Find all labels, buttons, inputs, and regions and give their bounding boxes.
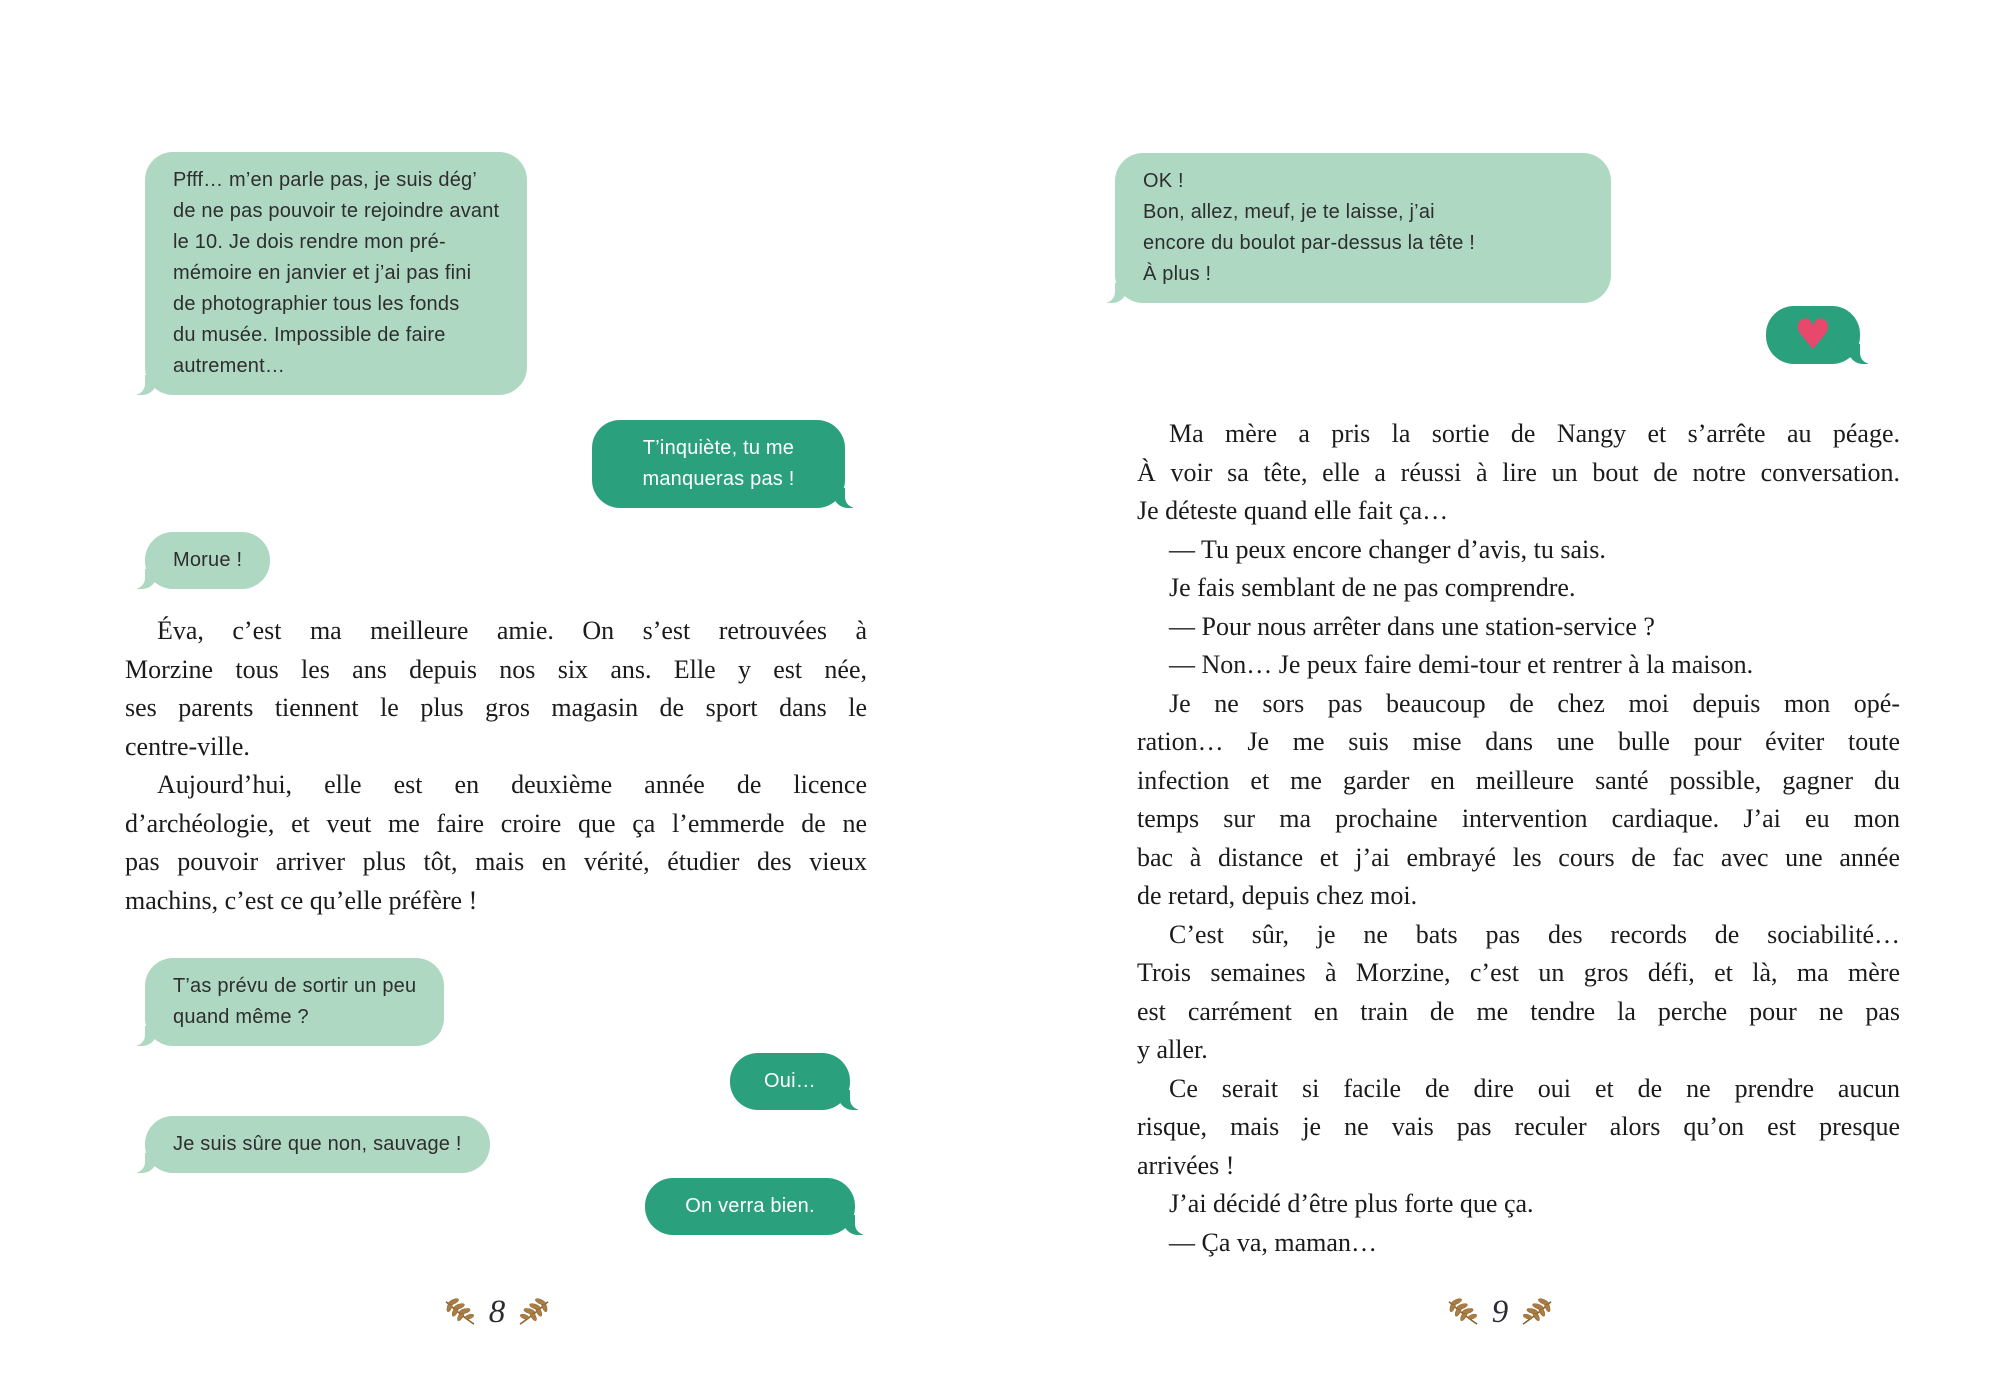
chat-line: du musée. Impossible de faire	[173, 324, 446, 346]
chat-line: T’as prévu de sortir un peu	[173, 975, 417, 997]
prose-paragraph	[1137, 608, 1900, 647]
prose-paragraph	[1137, 1070, 1900, 1186]
prose-line: J’ai décidé d’être plus forte que ça.	[1169, 1189, 1534, 1218]
prose-paragraph	[1137, 569, 1900, 608]
chat-line: quand même ?	[173, 1006, 309, 1028]
prose-line: Je ne sors pas beaucoup de chez moi depuis mon opé-	[1169, 688, 1900, 718]
chat-line: le 10. Je dois rendre mon pré-	[173, 231, 446, 253]
chat-bubble-received	[1115, 153, 1611, 303]
page-footer	[322, 1292, 672, 1332]
chat-bubble-sent	[645, 1178, 855, 1235]
prose-line: centre-ville.	[125, 731, 250, 761]
chat-line: de ne pas pouvoir te rejoindre avant	[173, 200, 500, 222]
heart-icon: ♥	[1794, 310, 1832, 359]
chat-line: autrement…	[173, 355, 286, 377]
prose-line: Aujourd’hui, elle est en deuxième année de licence	[157, 770, 867, 799]
chat-line: Pfff… m’en parle pas, je suis dég’	[173, 169, 477, 191]
prose-line: arrivées !	[1137, 1150, 1235, 1180]
chat-line: encore du boulot par-dessus la tête !	[1143, 232, 1476, 254]
chat-line: Oui…	[764, 1070, 816, 1092]
prose-paragraph	[1137, 415, 1900, 531]
page-footer	[1325, 1292, 1675, 1332]
prose-paragraph	[1137, 685, 1900, 916]
laurel-sprig-icon	[443, 1298, 477, 1326]
chat-line: OK !	[1143, 170, 1184, 192]
chat-line: de photographier tous les fonds	[173, 293, 460, 315]
prose-line: C’est sûr, je ne bats pas des records de sociabilité…	[1169, 919, 1900, 949]
prose-paragraph	[125, 766, 867, 920]
prose-line: Ce serait si facile de dire oui et de ne prendre aucun	[1169, 1073, 1900, 1103]
prose-line: est carrément en train de me tendre la perche pour ne pas	[1137, 996, 1900, 1026]
prose-line: ses parents tiennent le plus gros magasin de sport dans le	[125, 693, 867, 722]
chat-bubble-received	[145, 958, 444, 1046]
chat-bubble-sent	[592, 420, 845, 508]
chat-line: Je suis sûre que non, sauvage !	[173, 1133, 462, 1155]
chat-line: Bon, allez, meuf, je te laisse, j’ai	[1143, 201, 1435, 223]
prose-line: À voir sa tête, elle a réussi à lire un bout de notre conversation.	[1137, 457, 1900, 487]
prose-block	[1137, 415, 1900, 1262]
prose-line: — Ça va, maman…	[1169, 1227, 1377, 1257]
prose-paragraph	[1137, 646, 1900, 685]
prose-line: — Non… Je peux faire demi-tour et rentrer à la maison.	[1169, 650, 1754, 679]
page-number: 8	[488, 1294, 506, 1330]
prose-line: pas pouvoir arriver plus tôt, mais en vérité, étudier des vieux	[125, 847, 867, 876]
prose-line: — Pour nous arrêter dans une station-service ?	[1169, 611, 1655, 641]
prose-line: y aller.	[1137, 1035, 1208, 1064]
chat-bubble-received	[145, 532, 270, 589]
laurel-sprig-icon	[517, 1298, 551, 1326]
prose-line: Éva, c’est ma meilleure amie. On s’est retrouvées à	[157, 616, 867, 645]
prose-paragraph	[1137, 1224, 1900, 1263]
prose-line: infection et me garder en meilleure santé possible, gagner du	[1137, 765, 1900, 795]
prose-line: Ma mère a pris la sortie de Nangy et s’arrête au péage.	[1169, 419, 1900, 448]
chat-bubble-received	[145, 1116, 490, 1173]
prose-paragraph	[1137, 1185, 1900, 1224]
prose-line: temps sur ma prochaine intervention cardiaque. J’ai eu mon	[1137, 804, 1900, 833]
chat-line: T’inquiète, tu me	[642, 437, 795, 459]
prose-block	[125, 612, 867, 920]
laurel-sprig-icon	[1446, 1298, 1480, 1326]
prose-line: — Tu peux encore changer d’avis, tu sais.	[1169, 534, 1606, 564]
prose-line: Je déteste quand elle fait ça…	[1137, 496, 1449, 525]
prose-line: Je fais semblant de ne pas comprendre.	[1169, 573, 1576, 602]
prose-paragraph	[1137, 531, 1900, 570]
prose-line: bac à distance et j’ai embrayé les cours de fac avec une année	[1137, 842, 1900, 872]
prose-line: de retard, depuis chez moi.	[1137, 881, 1418, 910]
chat-line: À plus !	[1143, 263, 1212, 285]
heart-bubble	[1766, 306, 1860, 364]
chat-bubble-sent	[730, 1053, 850, 1110]
prose-paragraph	[1137, 916, 1900, 1070]
page-number: 9	[1491, 1294, 1509, 1330]
prose-line: ration… Je me suis mise dans une bulle pour éviter toute	[1137, 727, 1900, 756]
prose-line: Trois semaines à Morzine, c’est un gros défi, et là, ma mère	[1137, 958, 1900, 987]
chat-line: On verra bien.	[685, 1195, 815, 1217]
laurel-sprig-icon	[1520, 1298, 1554, 1326]
chat-line: manqueras pas !	[642, 468, 795, 490]
prose-line: risque, mais je ne vais pas reculer alors qu’on est presque	[1137, 1112, 1900, 1141]
chat-line: mémoire en janvier et j’ai pas fini	[173, 262, 472, 284]
prose-line: d’archéologie, et veut me faire croire que ça l’emmerde de ne	[125, 808, 867, 838]
prose-paragraph	[125, 612, 867, 766]
prose-line: Morzine tous les ans depuis nos six ans. Elle y est née,	[125, 654, 867, 684]
prose-line: machins, c’est ce qu’elle préfère !	[125, 885, 478, 915]
chat-bubble-received	[145, 152, 527, 395]
chat-line: Morue !	[173, 549, 243, 571]
